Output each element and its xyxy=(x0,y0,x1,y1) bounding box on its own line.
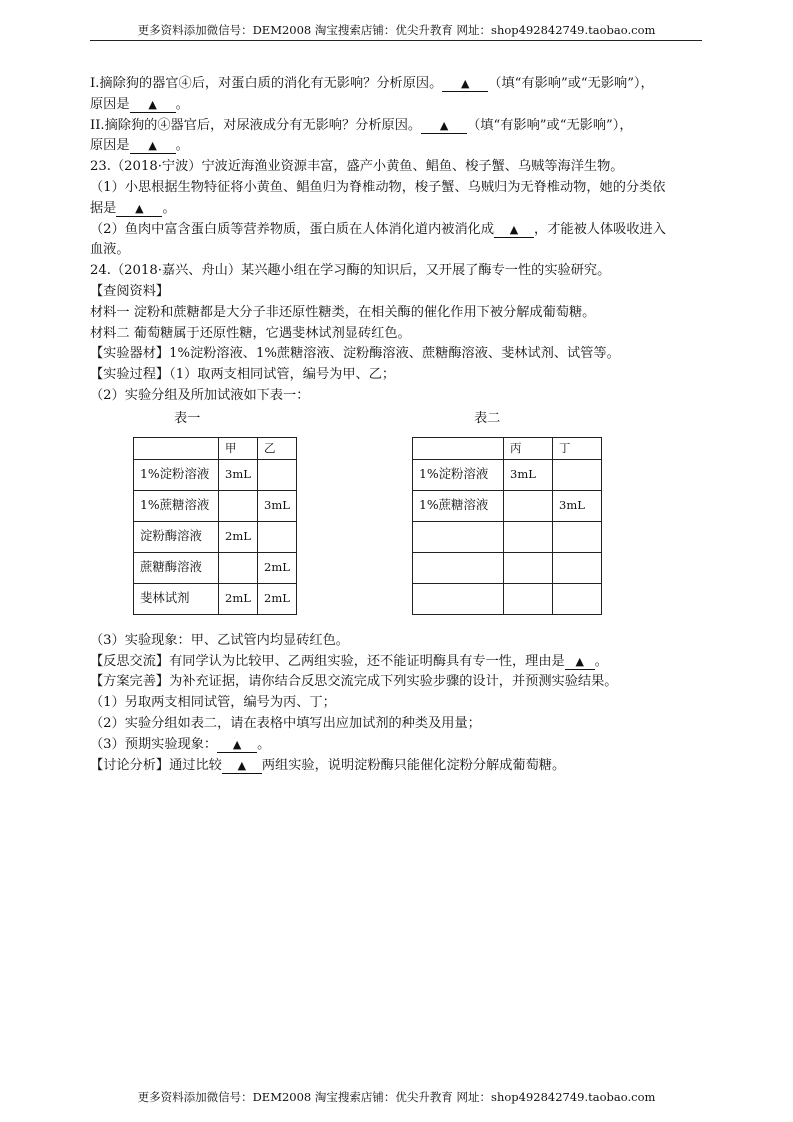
table-cell: 2mL xyxy=(219,583,258,614)
table-cell xyxy=(258,459,297,490)
table-header-row xyxy=(413,437,602,459)
table-cell: 2mL xyxy=(258,552,297,583)
table-cell: 蔗糖酶溶液 xyxy=(134,552,219,583)
section-heading: 【查阅资料】 xyxy=(90,283,170,299)
text: 两组实验，说明淀粉酶只能催化淀粉分解成葡萄糖。 xyxy=(261,757,566,773)
text: 【反思交流】有同学认为比较甲、乙两组实验，还不能证明酶具有专一性，理由是 xyxy=(90,653,565,669)
table-cell: 3mL xyxy=(504,459,553,490)
table-cell: 1%蔗糖溶液 xyxy=(134,490,219,521)
tables-area xyxy=(90,437,705,627)
text: 据是 xyxy=(90,200,117,216)
question-line xyxy=(90,756,705,777)
table-cell: 乙 xyxy=(258,437,297,459)
question-line xyxy=(90,652,705,673)
table-cell: 甲 xyxy=(219,437,258,459)
procedure-line: 【实验过程】（1）取两支相同试管，编号为甲、乙； xyxy=(90,367,396,383)
question-line xyxy=(90,735,705,756)
blank-triangle-icon: ▲ xyxy=(135,201,144,215)
document-body xyxy=(90,74,705,776)
text: （填“有影响”或“无影响”）， xyxy=(488,76,654,91)
blank-triangle-icon: ▲ xyxy=(237,758,247,772)
table-row xyxy=(134,552,297,583)
blank-triangle-icon: ▲ xyxy=(509,222,519,236)
table-cell xyxy=(219,552,258,583)
text: 。 xyxy=(175,96,189,112)
text: 。 xyxy=(175,138,189,154)
empty-input-cell[interactable] xyxy=(504,583,553,614)
table-row-empty xyxy=(413,583,602,614)
text: 。 xyxy=(162,200,176,216)
question-line xyxy=(90,136,705,157)
question-title: 24.（2018·嘉兴、舟山）某兴趣小组在学习酶的知识后，又开展了酶专一性的实验研究。 xyxy=(90,263,611,279)
text: 【讨论分析】通过比较 xyxy=(90,757,222,773)
table2 xyxy=(412,437,602,615)
table2-caption: 表二 xyxy=(474,410,501,426)
empty-input-cell[interactable] xyxy=(413,552,504,583)
table-cell: 1%淀粉溶液 xyxy=(413,459,504,490)
answer-blank[interactable] xyxy=(116,201,162,217)
page-header: 更多资料添加微信号：DEM2008 淘宝搜索店铺：优尖升教育 网址：shop492842749.taobao.com xyxy=(137,23,656,37)
observation-line: （3）实验现象：甲、乙试管内均显砖红色。 xyxy=(90,632,349,648)
header-divider xyxy=(90,40,702,41)
blank-triangle-icon: ▲ xyxy=(439,118,449,132)
text: ，才能被人体吸收进入 xyxy=(534,221,666,237)
table-cell: 1%蔗糖溶液 xyxy=(413,490,504,521)
answer-blank[interactable] xyxy=(421,118,467,134)
table-cell: 3mL xyxy=(553,490,602,521)
answer-blank[interactable] xyxy=(565,654,595,670)
answer-blank[interactable] xyxy=(217,737,257,753)
material-line: 材料二 葡萄糖属于还原性糖，它遇斐林试剂显砖红色。 xyxy=(90,325,411,341)
table-row xyxy=(413,490,602,521)
material-line: 材料一 淀粉和蔗糖都是大分子非还原性糖类，在相关酶的催化作用下被分解成葡萄糖。 xyxy=(90,304,596,320)
table-row xyxy=(413,459,602,490)
text: （2）鱼肉中富含蛋白质等营养物质，蛋白质在人体消化道内被消化成 xyxy=(90,221,495,237)
table-cell: 淀粉酶溶液 xyxy=(134,521,219,552)
text: （3）预期实验现象： xyxy=(90,736,218,752)
question-line: 【方案完善】为补充证据，请你结合反思交流完成下列实验步骤的设计，并预测实验结果。 xyxy=(90,674,618,690)
empty-input-cell[interactable] xyxy=(504,552,553,583)
blank-triangle-icon: ▲ xyxy=(461,77,470,90)
table-cell: 2mL xyxy=(219,521,258,552)
table-row xyxy=(134,583,297,614)
table-row-empty xyxy=(413,552,602,583)
equipment-line: 【实验器材】1%淀粉溶液、1%蔗糖溶液、淀粉酶溶液、蔗糖酶溶液、斐林试剂、试管等。 xyxy=(90,346,620,362)
table-cell xyxy=(553,459,602,490)
table-row xyxy=(134,521,297,552)
text: 。 xyxy=(257,736,271,752)
question-line: （2）实验分组如表二，请在表格中填写出应加试剂的种类及用量； xyxy=(90,715,481,731)
blank-triangle-icon: ▲ xyxy=(232,737,242,751)
question-line xyxy=(90,116,705,137)
table-cell: 1%淀粉溶液 xyxy=(134,459,219,490)
text: 。 xyxy=(594,653,608,669)
empty-input-cell[interactable] xyxy=(553,552,602,583)
question-line: （1）另取两支相同试管，编号为丙、丁； xyxy=(90,695,336,711)
table-cell: 斐林试剂 xyxy=(134,583,219,614)
question-line: 血液。 xyxy=(90,242,130,258)
question-line xyxy=(90,74,705,95)
table1-caption: 表一 xyxy=(174,410,201,426)
answer-blank[interactable] xyxy=(130,97,176,113)
blank-triangle-icon: ▲ xyxy=(148,97,157,111)
table-cell: 丁 xyxy=(553,437,602,459)
question-line: （1）小思根据生物特征将小黄鱼、鲳鱼归为脊椎动物，梭子蟹、乌贼归为无脊椎动物，她的分类依 xyxy=(90,179,666,195)
text: （填“有影响”或“无影响”）， xyxy=(467,117,633,133)
table-cell xyxy=(413,437,504,459)
text: II.摘除狗的④器官后，对尿液成分有无影响？分析原因。 xyxy=(90,117,422,133)
table-cell: 2mL xyxy=(258,583,297,614)
question-line xyxy=(90,199,705,220)
table-cell xyxy=(134,437,219,459)
empty-input-cell[interactable] xyxy=(504,521,553,552)
table-row-empty xyxy=(413,521,602,552)
question-line xyxy=(90,95,705,116)
text: 原因是 xyxy=(90,138,130,154)
text: 原因是 xyxy=(90,96,130,112)
answer-blank[interactable] xyxy=(222,758,262,774)
table-row xyxy=(134,490,297,521)
empty-input-cell[interactable] xyxy=(413,583,504,614)
table-header-row xyxy=(134,437,297,459)
blank-triangle-icon: ▲ xyxy=(575,654,584,668)
question-title: 23.（2018·宁波）宁波近海渔业资源丰富，盛产小黄鱼、鲳鱼、梭子蟹、乌贼等海洋生物。 xyxy=(90,159,624,175)
answer-blank[interactable] xyxy=(442,76,488,92)
empty-input-cell[interactable] xyxy=(553,521,602,552)
table1 xyxy=(133,437,297,615)
text: I.摘除狗的器官④后，对蛋白质的消化有无影响？分析原因。 xyxy=(90,76,443,91)
answer-blank[interactable] xyxy=(494,222,534,238)
empty-input-cell[interactable] xyxy=(413,521,504,552)
table-cell xyxy=(219,490,258,521)
table-captions xyxy=(90,409,705,431)
table-cell: 3mL xyxy=(258,490,297,521)
table-cell xyxy=(258,521,297,552)
table-cell xyxy=(504,490,553,521)
blank-triangle-icon: ▲ xyxy=(148,139,157,153)
table-cell: 丙 xyxy=(504,437,553,459)
question-line xyxy=(90,220,705,241)
procedure-line: （2）实验分组及所加试液如下表一： xyxy=(90,387,310,403)
empty-input-cell[interactable] xyxy=(553,583,602,614)
table-row xyxy=(134,459,297,490)
page-footer: 更多资料添加微信号：DEM2008 淘宝搜索店铺：优尖升教育 网址：shop492842749.taobao.com xyxy=(137,1090,656,1104)
answer-blank[interactable] xyxy=(130,138,176,154)
table-cell: 3mL xyxy=(219,459,258,490)
